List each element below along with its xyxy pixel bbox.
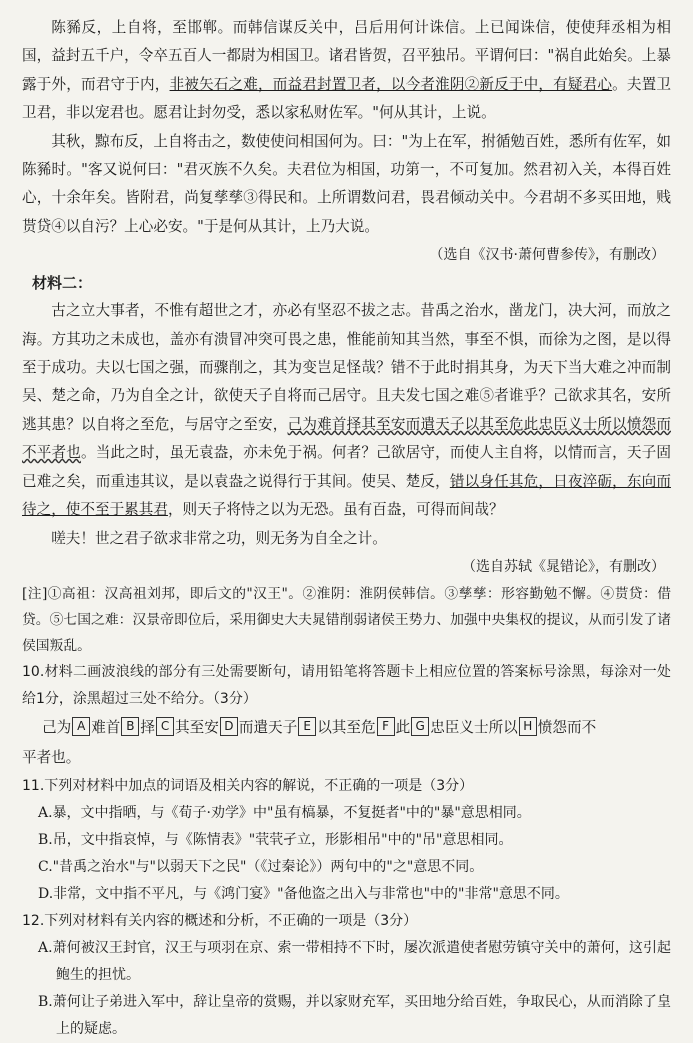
material1-paragraph-2: 其秋，黥布反，上自将击之，数使使问相国何为。曰："为上在军，拊循勉百姓，悉所有佐军，如陈豨时。"客又说何曰："君灭族不久矣。夫君位为相国，功第一，不可复加。然君初入关，本得百姓心，十余年矣。皆附君，尚复孳孳③得民和。上所谓数问君，畏君倾动关中。今君胡不多买田地，贱贳贷④以自污？上心必安。"于是何从其计，上乃大说。 bbox=[22, 132, 671, 235]
material2-heading: 材料二： bbox=[32, 274, 93, 293]
answer-box-c[interactable]: C bbox=[156, 717, 174, 736]
question-12-option-b[interactable]: B.萧何让子弟进入军中，辞让皇帝的赏赐，并以家财充军，买田地分给百姓，争取民心，从而消除了皇上的疑虑。 bbox=[38, 993, 671, 1037]
material1-source: （选自《汉书·萧何曹参传》，有删改） bbox=[429, 247, 665, 264]
answer-box-d[interactable]: D bbox=[220, 717, 238, 736]
answer-box-a[interactable]: A bbox=[72, 717, 90, 736]
question-10-stem: 10.材料二画波浪线的部分有三处需要断句，请用铅笔将答题卡上相应位置的答案标号涂黑，每涂对一处给1分，涂黑超过三处不给分。（3分） bbox=[22, 663, 671, 707]
question-10-answer-tail: 平者也。 bbox=[22, 748, 81, 766]
question-11-option-d[interactable]: D.非常，文中指不平凡，与《鸿门宴》"备他盗之出入与非常也"中的"非常"意思不同。 bbox=[38, 885, 569, 902]
answer-box-e[interactable]: E bbox=[298, 717, 316, 736]
answer-box-f[interactable]: F bbox=[377, 717, 395, 736]
question-11-option-b[interactable]: B.吊，文中指哀悼，与《陈情表》"茕茕孑立，形影相吊"中的"吊"意思相同。 bbox=[38, 831, 513, 848]
question-11-stem: 11.下列对材料中加点的词语及相关内容的解说，不正确的一项是（3分） bbox=[22, 777, 474, 794]
material1-paragraph-1: 陈豨反，上自将，至邯郸。而韩信谋反关中，吕后用何计诛信。上已闻诛信，使使拜丞相为相国，益封五千户，令卒五百人一都尉为相国卫。诸君皆贺，召平独吊。平谓何曰："祸自此始矣。上暴露于外，而君守于内，非被矢石之难，而益君封置卫者，以今者淮阴②新反于中，有疑君心。夫置卫卫君，非以宠君也。愿君让封勿受，悉以家私财佐军。"何从其计，上说。 bbox=[22, 19, 671, 122]
question-12-stem: 12.下列对材料有关内容的概述和分析，不正确的一项是（3分） bbox=[22, 912, 418, 929]
material2-source: （选自苏轼《晁错论》，有删改） bbox=[462, 558, 665, 575]
question-11-option-a[interactable]: A.暴，文中指晒，与《荀子·劝学》中"虽有槁暴，不复挺者"中的"暴"意思相同。 bbox=[38, 804, 531, 821]
material2-paragraph-1: 古之立大事者，不惟有超世之才，亦必有坚忍不拔之志。昔禹之治水，凿龙门，决大河，而放之海。方其功之未成也，盖亦有溃冒冲突可畏之患，惟能前知其当然，事至不惧，而徐为之图，是以得至于成功。夫以七国之强，而骤削之，其为变岂足怪哉？错不于此时捐其身，为天下当大难之冲而制吴、楚之命，乃为自全之计，欲使天子自将而己居守。且夫发七国之难⑤者谁乎？己欲求其名，安所逃其患？以自将之至危，与居守之至安，己为难首择其至安而遣天子以其至危此忠臣义士所以愤怨而不平者也。当此之时，虽无袁盎，亦未免于祸。何者？己欲居守，而使人主自将，以情而言，天子固已难之矣，而重违其议，是以袁盎之说得行于其间。使吴、楚反，错以身任其危，日夜淬砺，东向而待之，使不至于累其君，则天子将恃之以为无恐。虽有百盎，可得而间哉？ bbox=[22, 302, 671, 519]
question-12-option-a[interactable]: A.萧何被汉王封官，汉王与项羽在京、索一带相持不下时，屡次派遣使者慰劳镇守关中的萧何，这引起鲍生的担忧。 bbox=[38, 939, 671, 983]
question-11-option-c[interactable]: C."昔禹之治水"与"以弱天下之民"（《过秦论》）两句中的"之"意思不同。 bbox=[38, 858, 484, 875]
underlined-sentence: 错以身任其危，日夜淬砺，东向而待之，使不至于累其君 bbox=[22, 472, 671, 519]
underlined-sentence: 非被矢石之难，而益君封置卫者，以今者淮阴②新反于中，有疑君心 bbox=[169, 75, 613, 93]
wavy-underlined-sentence: 己为难首择其至安而遣天子以其至危此忠臣义士所以愤怨而不平者也 bbox=[22, 415, 671, 462]
answer-box-g[interactable]: G bbox=[411, 717, 429, 736]
answer-box-b[interactable]: B bbox=[121, 717, 139, 736]
answer-box-h[interactable]: H bbox=[519, 717, 537, 736]
material2-paragraph-2: 嗟夫！世之君子欲求非常之功，则无务为自全之计。 bbox=[51, 529, 387, 547]
question-10-answer-row: 己为 A 难首 B 择 C 其至安 D 而遣天子 E 以其至危 F 此 G 忠臣义士所以 H 愤怨而不 bbox=[42, 718, 597, 736]
annotation-notes: [注]①高祖：汉高祖刘邦，即后文的"汉王"。②淮阴：淮阴侯韩信。③孳孳：形容勤勉不懈。④贳贷：借贷。⑤七国之难：汉景帝即位后，采用御史大夫晁错削弱诸侯王势力、加强中央集权的提议，从而引发了诸侯国叛乱。 bbox=[22, 585, 671, 654]
